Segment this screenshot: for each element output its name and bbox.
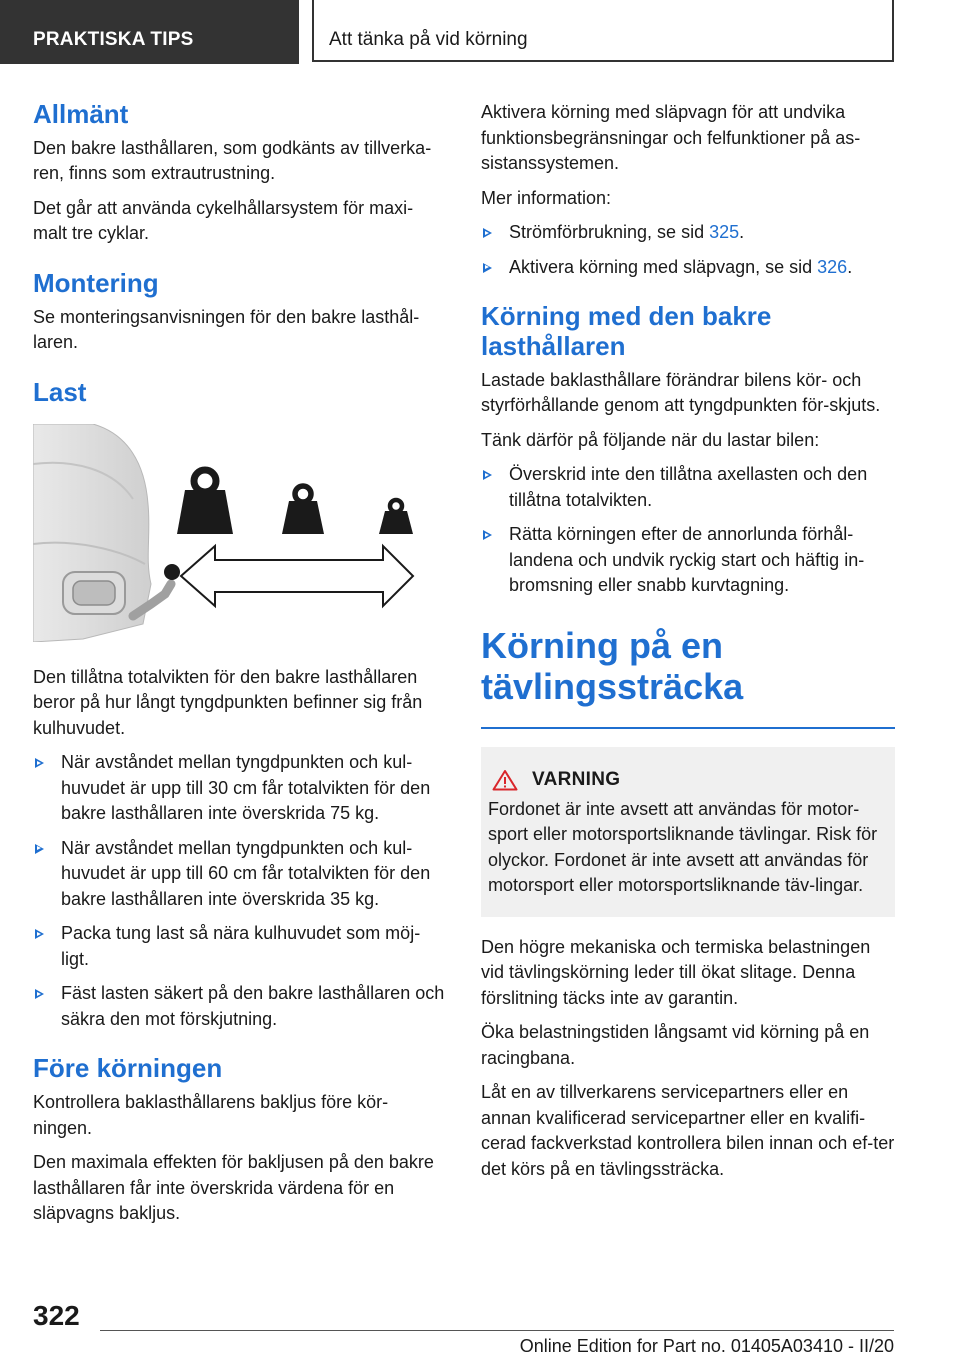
load-distance-illustration (33, 424, 447, 642)
left-column (33, 100, 447, 1236)
header-chapter-box (312, 0, 894, 62)
race-paragraph-3: Låt en av tillverkarens servicepartners eller en annan kvalificerad servicepartner eller en kvalifi-cerad fackverkstad kontrollera bilen innan och ef-ter det körs på en tävlingssträcka. (481, 1082, 895, 1179)
last-list (33, 750, 447, 1032)
page-link-325[interactable]: 325 (709, 222, 740, 242)
list-item: Packa tung last så nära kulhuvudet som möj-ligt. (33, 921, 447, 972)
list-item: Strömförbrukning, se sid 325. (481, 220, 895, 246)
korning-paragraph-2: Tänk därför på följande när du lastar bilen: (481, 429, 820, 450)
heading-last: Last (33, 376, 87, 407)
footer-divider (100, 1330, 894, 1331)
heading-fore-korningen: Före körningen (33, 1053, 223, 1084)
list-item: När avståndet mellan tyngdpunkten och kul-huvudet är upp till 60 cm får totalvikten för den bakre lasthållaren inte överskrida 35 kg. (33, 836, 447, 913)
heading-allmant: Allmänt (33, 99, 129, 129)
triangle-bullet-icon (483, 470, 492, 480)
header-section-tab (0, 0, 299, 64)
triangle-bullet-icon (35, 844, 44, 854)
last-paragraph: Den tillåtna totalvikten för den bakre lasthållaren beror på hur långt tyngdpunkten befinner sig från kulhuvudet. (33, 666, 423, 738)
warning-box (481, 747, 895, 917)
warning-text: Fordonet är inte avsett att användas för motor-sport eller motorsportsliknande tävlingar. Risk för olyckor. Fordonet är inte avsett att användas för motorsport eller motorsportsliknande täv-lingar. (488, 798, 878, 896)
right-column (481, 100, 895, 1191)
allmant-paragraph-2: Det går att använda cykelhållarsystem för maxi-malt tre cyklar. (33, 197, 414, 244)
distance-arrow (181, 546, 413, 606)
weight-large-icon (177, 470, 233, 534)
triangle-bullet-icon (35, 758, 44, 768)
list-item: Aktivera körning med släpvagn, se sid 326. (481, 255, 895, 281)
header-chapter-label: Att tänka på vid körning (329, 29, 528, 50)
allmant-paragraph-1: Den bakre lasthållaren, som godkänts av tillverka-ren, finns som extrautrustning. (33, 137, 432, 184)
page-number: 322 (33, 1300, 80, 1331)
triangle-bullet-icon (35, 989, 44, 999)
list-item: Fäst lasten säkert på den bakre lasthållaren och säkra den mot förskjutning. (33, 981, 447, 1032)
montering-paragraph: Se monteringsanvisningen för den bakre lasthål-laren. (33, 306, 420, 353)
list-item: Överskrid inte den tillåtna axellasten och den tillåtna totalvikten. (481, 462, 895, 513)
triangle-bullet-icon (483, 530, 492, 540)
footer-edition: Online Edition for Part no. 01405A03410 - II/20 (519, 1336, 894, 1356)
fore-paragraph-2: Den maximala effekten för bakljusen på den bakre lasthållaren får inte överskrida värdena för en släpvagns bakljus. (33, 1152, 434, 1224)
trailer-paragraph: Aktivera körning med släpvagn för att undvika funktionsbegränsningar och felfunktioner på as-sistanssystemen. (481, 102, 861, 173)
race-paragraph-1: Den högre mekaniska och termiska belastningen vid tävlingskörning leder till ökat slitage. Denna förslitning täcks inte av garantin. (481, 936, 871, 1008)
tow-ball (164, 564, 180, 580)
korning-list (481, 462, 895, 599)
list-item: När avståndet mellan tyngdpunkten och kul-huvudet är upp till 30 cm får totalvikten för den bakre lasthållaren inte överskrida 75 kg. (33, 750, 447, 827)
korning-paragraph-1: Lastade baklasthållare förändrar bilens kör- och styrförhållande genom att tyngdpunkten för-skjuts. (481, 369, 881, 416)
header-section-label: PRAKTISKA TIPS (33, 29, 194, 50)
triangle-bullet-icon (35, 929, 44, 939)
page-link-326[interactable]: 326 (817, 256, 848, 277)
weight-medium-icon (282, 486, 324, 534)
weight-small-icon (379, 500, 413, 534)
warning-triangle-icon (492, 769, 518, 791)
heading-montering: Montering (33, 267, 159, 298)
warning-label: VARNING (532, 768, 621, 790)
fore-paragraph-1: Kontrollera baklasthållarens bakljus före kör-ningen. (33, 1092, 389, 1138)
triangle-bullet-icon (483, 228, 492, 238)
heading-underline (481, 727, 895, 729)
heading-korning-lasthallaren: Körning med den bakre lasthållaren (481, 301, 772, 361)
info-list (481, 220, 895, 280)
race-paragraph-2: Öka belastningstiden långsamt vid körning på en racingbana. (481, 1022, 870, 1068)
list-item: Rätta körningen efter de annorlunda förhål-landena och undvik ryckig start och häftig in-bromsning eller snabb kurvtagning. (481, 522, 895, 599)
heading-race-track: Körning på en tävlingssträcka (481, 624, 744, 707)
more-info-label: Mer information: (481, 187, 612, 208)
triangle-bullet-icon (483, 263, 492, 273)
